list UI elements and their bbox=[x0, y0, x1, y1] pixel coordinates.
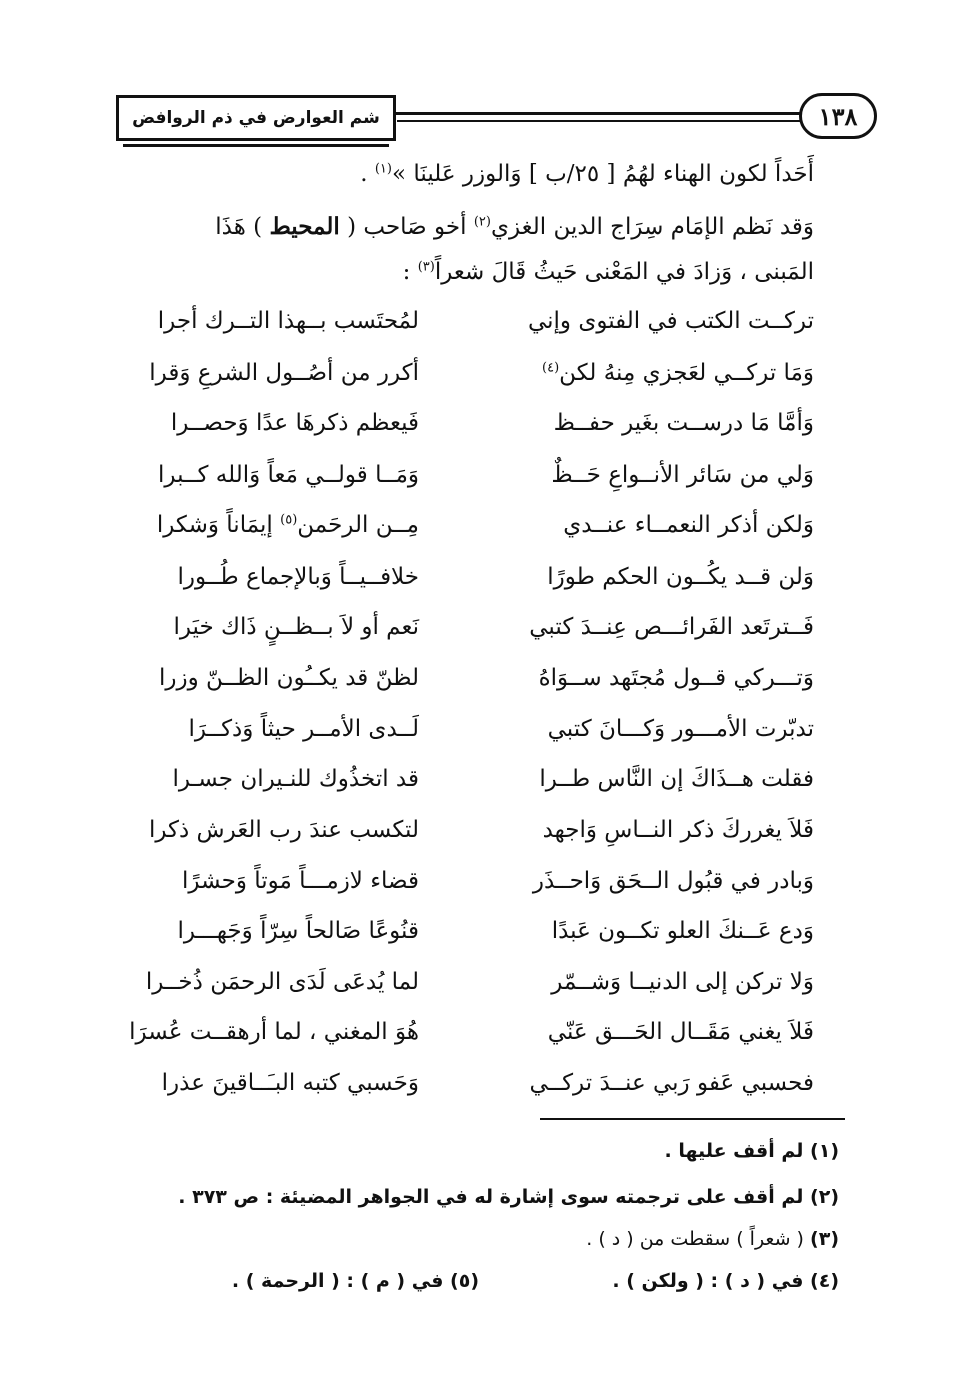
prose-text: أخو صَاحب ( bbox=[339, 214, 474, 240]
footnote-2 bbox=[178, 1186, 839, 1208]
prose-text: المَبنى ، وَزادَ في المَعْنى حَيثُ قَالَ شعراً bbox=[434, 259, 814, 285]
verse-14-left: لما يُدعَى لَدَى الرحمَن ذُخــرا bbox=[145, 969, 419, 995]
verse-11-left: لتكسب عندَ رب العَرش ذكرا bbox=[148, 817, 419, 843]
footnote-text: ( شعراً ) سقطت من ( د ) . bbox=[586, 1228, 811, 1250]
prose-text: أَحَداً لكون الهناء لهُمُ [ ٢٥/ب ] وَالوزر عَلينَا » bbox=[391, 161, 814, 187]
verse-11-right: فَلاَ يغرركَ ذكر النــاسِ وَاجهد bbox=[542, 817, 814, 843]
footnote-ref[interactable]: (٥) bbox=[280, 512, 298, 528]
verse-4-right: وَلي من سَائر الأنــواعِ حَــظٌ bbox=[551, 462, 814, 488]
verse-14-right: وَلا تركن إلى الدنيــا وَشــمّر bbox=[551, 969, 814, 995]
verse-9-left: لَــدى الأمــر حيثاً وَذكــرَا bbox=[188, 716, 419, 742]
verse-7-left: نَعم أو لاَ بــظــنٍ ذَاك خيَرا bbox=[173, 614, 419, 640]
verse-9-right: تدبّرت الأمـــور وَكـــانَ كتبي bbox=[547, 716, 814, 742]
verse-13-right: وَدع عَــنكَ العلو تكــون عَبدًا bbox=[551, 918, 814, 944]
verse-15-right: فَلاَ يغني مَقَــال الحَـــق عَنّي bbox=[547, 1019, 814, 1045]
verse-8-left: لظنّ قد يكــُون الظــنّ وزرا bbox=[158, 665, 419, 691]
running-title-box bbox=[116, 95, 396, 141]
footnote-number: (١) bbox=[810, 1140, 839, 1162]
verse-5-left bbox=[119, 512, 419, 538]
verse-8-right: وَتـــركي قــول مُجتَهد ســوَاهُ bbox=[538, 665, 814, 691]
footnote-5 bbox=[232, 1270, 479, 1292]
prose-text: ) هَذَا bbox=[215, 214, 270, 240]
verse-16-left: وَحَسبي كتبه البـَــاقينَ عذرا bbox=[161, 1070, 419, 1096]
verse-3-left: فَيعظم ذكرهَا عدًا وَحصــرا bbox=[170, 410, 419, 436]
prose-text: . bbox=[360, 161, 375, 187]
verse-4-left: وَمَــا قولــي مَعاً وَالله كــبرا bbox=[157, 462, 419, 488]
book-title-bold: المحيط bbox=[269, 213, 340, 240]
prose-text: : bbox=[402, 259, 418, 285]
verse-12-right: وَبادر في قبُول الــحَق وَاحــذَر bbox=[532, 868, 814, 894]
verse-text: مِــن الرحَمن bbox=[297, 512, 419, 538]
footnote-ref[interactable]: (١) bbox=[374, 161, 392, 177]
verse-1-right: تركــت الكتب في الفتوى وإني bbox=[527, 308, 814, 334]
verse-3-right: وَأمَّا مَا درســت بغَير حفــظ bbox=[553, 410, 814, 436]
prose-text: وَقد نَظم الإمَام سِرَاج الدين الغزي bbox=[490, 214, 814, 240]
verse-2-left: أكرر من أصُــول الشرعِ وَقرا bbox=[149, 360, 419, 386]
verse-7-right: فَــترتَعد الفَرائـــص عِنــدَ كتبي bbox=[529, 614, 814, 640]
verse-10-left: قد اتخذُوك للنـيران جسـرا bbox=[172, 766, 419, 792]
verse-2-right bbox=[494, 360, 814, 386]
verse-6-left: خلافــيــاً وَبالإجماع طُــورا bbox=[177, 564, 419, 590]
footnote-separator bbox=[540, 1118, 845, 1120]
page-number-badge: ١٣٨ bbox=[799, 93, 877, 139]
footnote-text: في ( م ) : ( الرحمة ) . bbox=[231, 1270, 451, 1292]
running-title: شم العوارض في ذم الروافض bbox=[132, 108, 380, 128]
footnote-text: في ( د ) : ( ولكن ) . bbox=[612, 1270, 811, 1292]
verse-6-right: وَلن قــد يكُــون الحكم طورًا bbox=[547, 564, 814, 590]
verse-12-left: قضاء لازمـــاً مَوتاً وَحشرًا bbox=[182, 868, 419, 894]
verse-text: وَمَا تركــي لعَجزي مِنهُ لكن bbox=[559, 360, 814, 386]
prose-line-3 bbox=[403, 258, 814, 288]
footnote-ref[interactable]: (٣) bbox=[417, 259, 435, 275]
footnote-1 bbox=[665, 1140, 839, 1162]
footnote-ref[interactable]: (٤) bbox=[542, 360, 560, 376]
prose-line-1 bbox=[360, 160, 814, 190]
footnote-ref[interactable]: (٢) bbox=[473, 214, 491, 230]
footnote-3 bbox=[586, 1228, 839, 1250]
prose-line-2 bbox=[215, 212, 814, 243]
verse-5-right: وَلكن أذكر النعمــاء عنــدي bbox=[563, 512, 814, 538]
footnote-4 bbox=[612, 1270, 839, 1292]
verse-10-right: فقلت هــذَاكَ إن النَّاس طــرا bbox=[539, 766, 814, 792]
verse-13-left: قنُوعًا صَالحاً سِرّاً وَجَهـــرا bbox=[177, 918, 419, 944]
footnote-number: (٥) bbox=[450, 1270, 479, 1292]
footnote-text: لم أقف على ترجمته سوى إشارة له في الجواهر المضيئة : ص ٣٧٣ . bbox=[178, 1186, 811, 1208]
verse-16-right: فحسبي عَفو رَبي عنــدَ تركــي bbox=[529, 1070, 814, 1096]
footnote-number: (٤) bbox=[810, 1270, 839, 1292]
footnote-number: (٣) bbox=[810, 1228, 839, 1250]
verse-1-left: لمُحتَسب بــهذا التــرك أجرا bbox=[157, 308, 419, 334]
verse-15-left: هُوَ المغني ، لما أرهقــت عُسرَا bbox=[129, 1019, 419, 1045]
header-rule bbox=[397, 120, 801, 122]
footnote-text: لم أقف عليها . bbox=[664, 1140, 811, 1162]
verse-text: إيمَاناً وَشكرا bbox=[156, 512, 281, 538]
footnote-number: (٢) bbox=[810, 1186, 839, 1208]
